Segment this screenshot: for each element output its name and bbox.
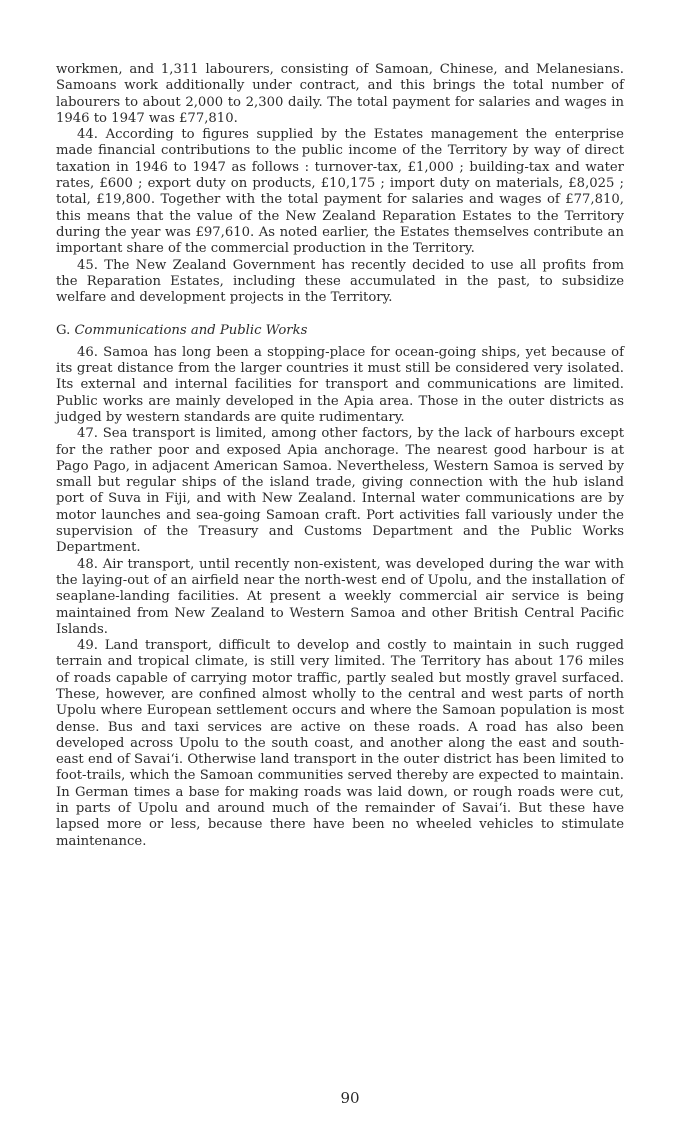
- document-page: [56, 62, 624, 850]
- section-heading: [56, 323, 624, 339]
- paragraph-48: 48. Air transport, until recently non-existent, was developed during the war with the laying-out of an airfield near the north-west end of Upolu, and the installation of seaplane-landing facilities. At present a weekly commercial air service is being maintained from New Zealand to Western Samoa and other British Central Pacific Islands.: [56, 556, 624, 637]
- paragraph-49: 49. Land transport, difficult to develop and costly to maintain in such rugged terrain and tropical climate, is still very limited. The Territory has about 176 miles of roads capable of carrying motor traffic, partly sealed but mostly gravel surfaced. These, however, are confined almost wholly to the central and west parts of north Upolu where European settlement occurs and where the Samoan population is most dense. Bus and taxi services are active on these roads. A road has also been developed across Upolu to the south coast, and another along the east and south-east end of Savai‘i. Otherwise land transport in the outer district has been limited to foot-trails, which the Samoan communities served thereby are expected to maintain. In German times a base for making roads was laid down, or rough roads were cut, in parts of Upolu and around much of the remainder of Savai‘i. But these have lapsed more or less, because there have been no wheeled vehicles to stimulate maintenance.: [56, 638, 624, 849]
- section-letter: G.: [56, 323, 71, 339]
- paragraph-47: 47. Sea transport is limited, among other factors, by the lack of harbours except for the rather poor and exposed Apia anchorage. The nearest good harbour is at Pago Pago, in adjacent American Samoa. Nevertheless, Western Samoa is served by small but regular ships of the island trade, giving connection with the hub island port of Suva in Fiji, and with New Zealand. Internal water communications are by motor launches and sea-going Samoan craft. Port activities fall variously under the supervision of the Treasury and Customs Department and the Public Works Department.: [56, 426, 624, 556]
- paragraph-continued: workmen, and 1,311 labourers, consisting of Samoan, Chinese, and Melanesians. Samoans work additionally under contract, and this brings the total number of labourers to about 2,000 to 2,300 daily. The total payment for salaries and wages in 1946 to 1947 was £77,810.: [56, 62, 624, 126]
- section-title: Communications and Public Works: [74, 323, 308, 339]
- paragraph-46: 46. Samoa has long been a stopping-place for ocean-going ships, yet because of its great distance from the larger countries it must still be considered very isolated. Its external and internal facilities for transport and communications are limited. Public works are mainly developed in the Apia area. Those in the outer districts as judged by western standards are quite rudimentary.: [56, 344, 624, 425]
- paragraph-44: 44. According to figures supplied by the Estates management the enterprise made financial contributions to the public income of the Territory by way of direct taxation in 1946 to 1947 as follows : turnover-tax, £1,000 ; building-tax and water rates, £600 ; export duty on products, £10,175 ; import duty on materials, £8,025 ; total, £19,800. Together with the total payment for salaries and wages of £77,810, this means that the value of the New Zealand Reparation Estates to the Territory during the year was £97,610. As noted earlier, the Estates themselves contribute an important share of the commercial production in the Territory.: [56, 127, 624, 257]
- paragraph-45: 45. The New Zealand Government has recently decided to use all profits from the Reparation Estates, including these accumulated in the past, to subsidize welfare and development projects in the Territory.: [56, 257, 624, 306]
- page-number: 90: [340, 1089, 360, 1107]
